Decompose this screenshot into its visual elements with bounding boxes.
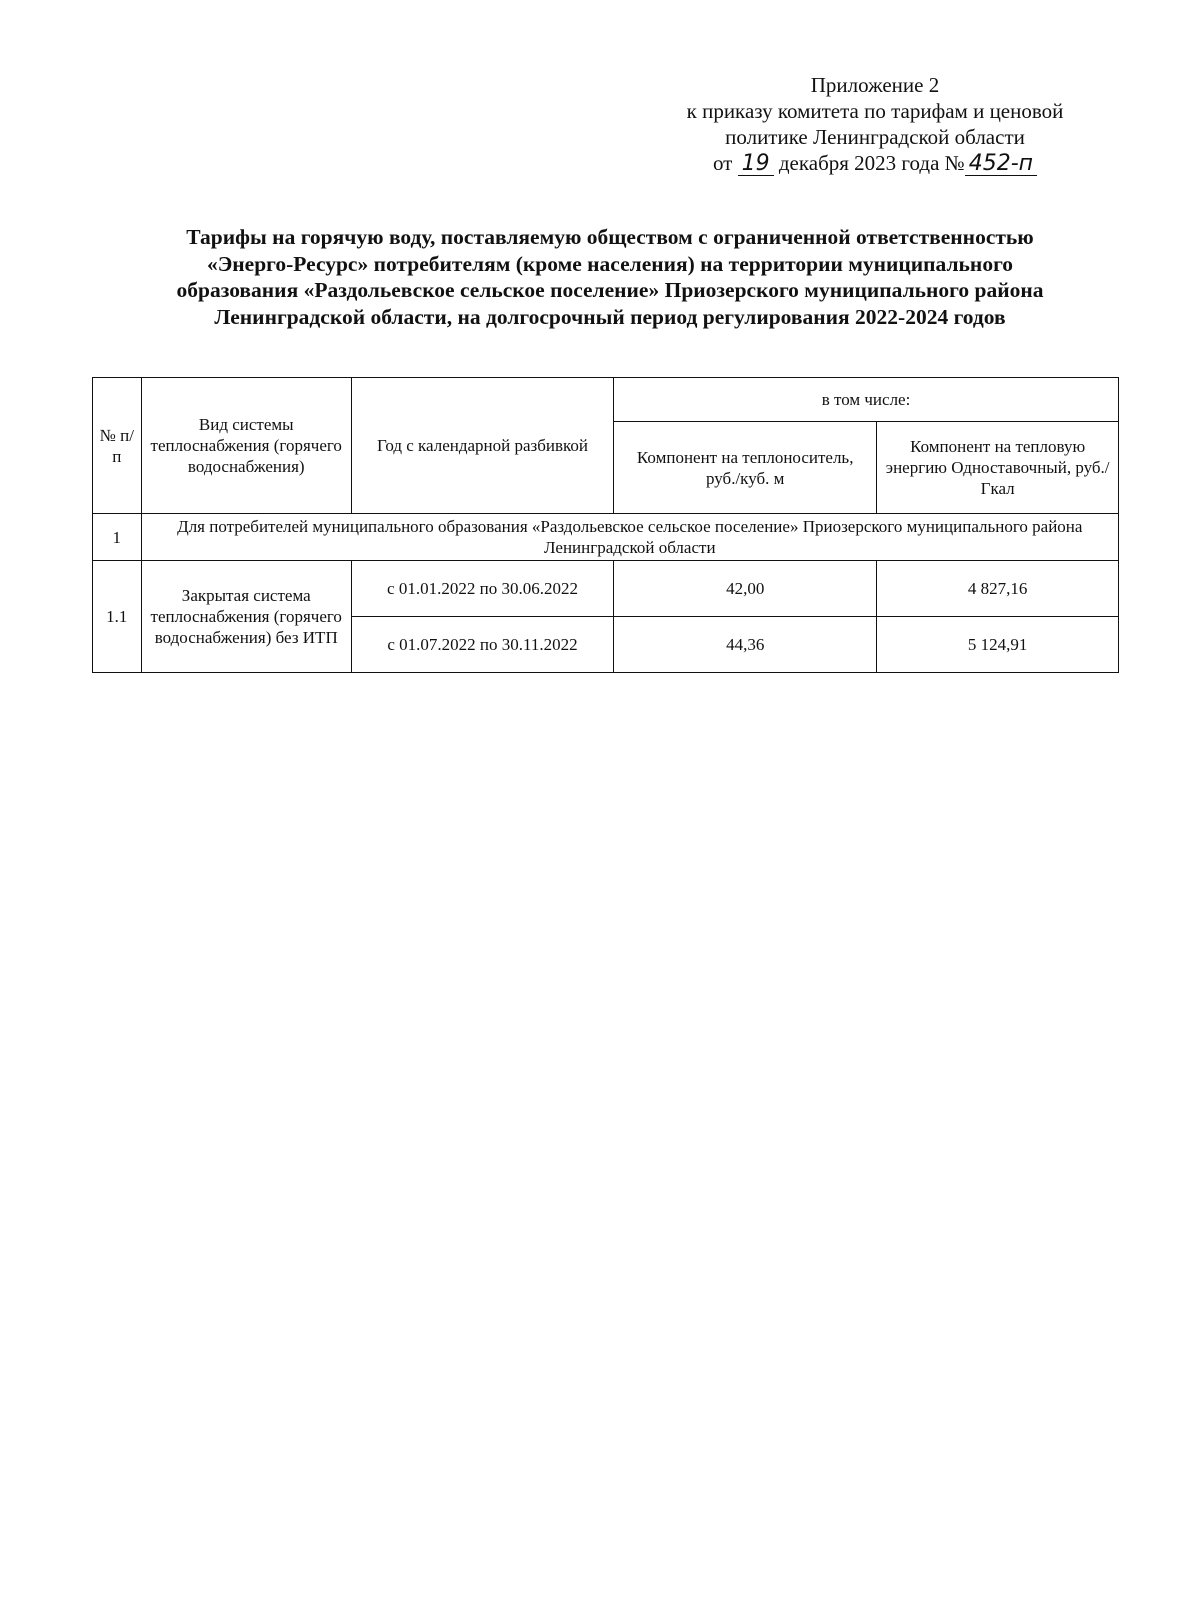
header-component-energy: Компонент на тепловую энергию Одноставочный, руб./Гкал xyxy=(877,422,1119,514)
title-line-1: Тарифы на горячую воду, поставляемую обществом с ограниченной ответственностью xyxy=(186,225,1034,249)
date-prefix: от xyxy=(712,151,733,175)
handwritten-order-number: 452-п xyxy=(965,153,1037,176)
header-num: № п/п xyxy=(93,378,142,514)
table-header-row xyxy=(93,378,1119,422)
document-title xyxy=(95,224,1125,330)
row-carrier-value: 42,00 xyxy=(614,561,877,617)
title-line-4: Ленинградской области, на долгосрочный период регулирования 2022-2024 годов xyxy=(214,304,1006,329)
table-row-group xyxy=(93,514,1119,561)
table-row xyxy=(93,561,1119,617)
header-including: в том числе: xyxy=(614,378,1119,422)
group-num: 1 xyxy=(93,514,142,561)
group-description: Для потребителей муниципального образования «Раздольевское сельское поселение» Приозерского муниципального района Ленинградской области xyxy=(141,514,1118,561)
row-period: с 01.07.2022 по 30.11.2022 xyxy=(351,617,613,673)
appendix-line-2: к приказу комитета по тарифам и ценовой xyxy=(686,99,1064,123)
row-energy-value: 5 124,91 xyxy=(877,617,1119,673)
title-line-2: «Энерго-Ресурс» потребителям (кроме населения) на территории муниципального xyxy=(206,251,1014,276)
appendix-header xyxy=(640,72,1110,176)
row-period: с 01.01.2022 по 30.06.2022 xyxy=(351,561,613,617)
item-system: Закрытая система теплоснабжения (горячего водоснабжения) без ИТП xyxy=(141,561,351,673)
tariff-table xyxy=(92,377,1119,673)
row-energy-value: 4 827,16 xyxy=(877,561,1119,617)
handwritten-day: 19 xyxy=(738,153,774,176)
appendix-line-3: политике Ленинградской области xyxy=(725,125,1025,149)
item-num: 1.1 xyxy=(93,561,142,673)
appendix-date-line xyxy=(640,150,1110,176)
row-carrier-value: 44,36 xyxy=(614,617,877,673)
header-system: Вид системы теплоснабжения (горячего водоснабжения) xyxy=(141,378,351,514)
title-line-3: образования «Раздольевское сельское поселение» Приозерского муниципального района xyxy=(176,278,1044,302)
header-year: Год с календарной разбивкой xyxy=(351,378,613,514)
date-rest: декабря 2023 года № xyxy=(778,151,965,175)
header-component-carrier: Компонент на теплоноситель, руб./куб. м xyxy=(614,422,877,514)
appendix-line-1: Приложение 2 xyxy=(810,73,940,97)
